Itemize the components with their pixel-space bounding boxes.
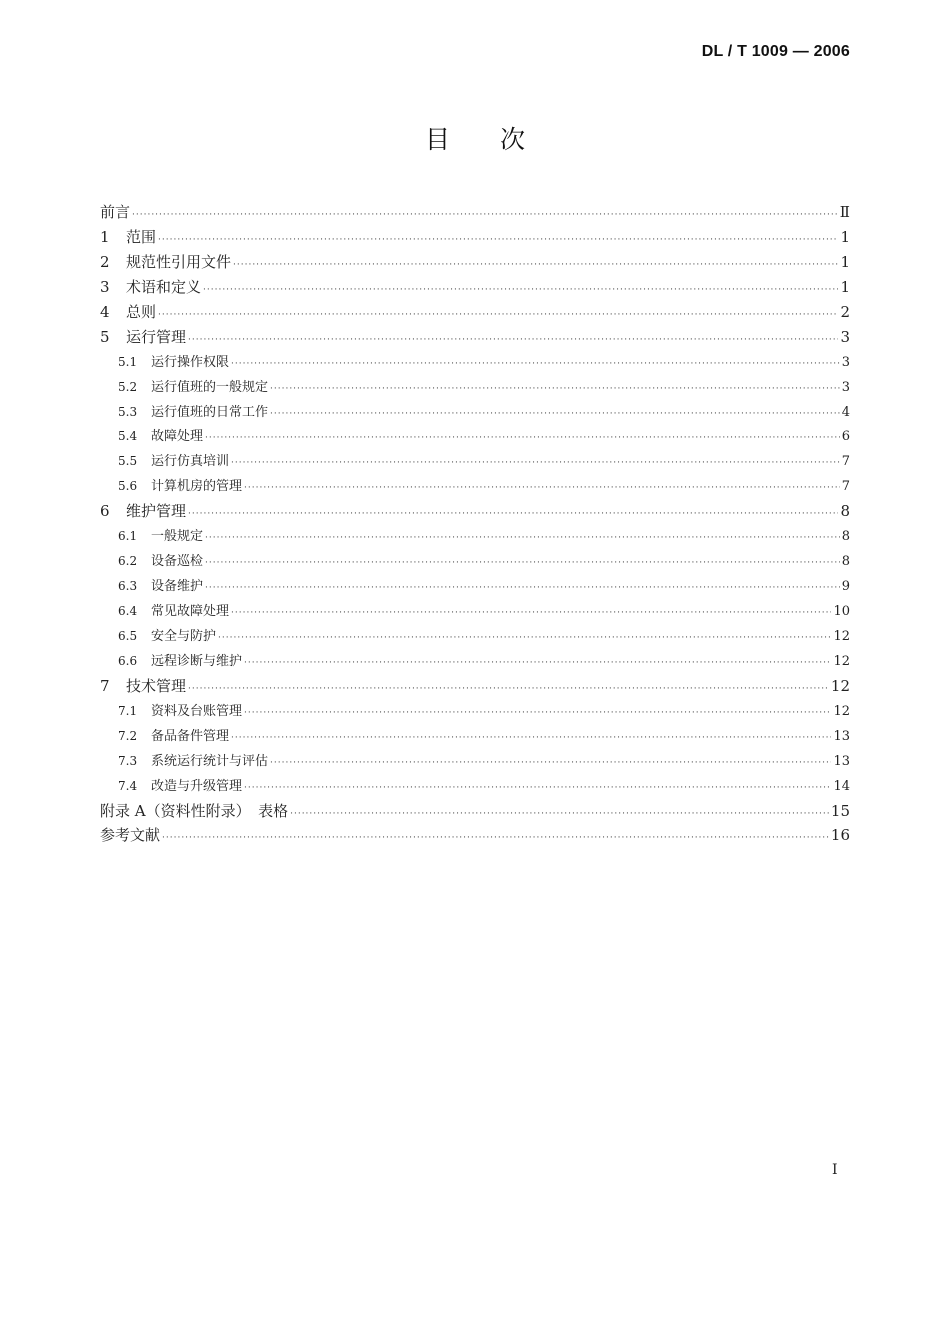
- toc-entry-label: 规范性引用文件: [126, 252, 232, 271]
- toc-entry-label: 设备维护: [151, 579, 204, 595]
- toc-dot-leader: [290, 802, 829, 827]
- toc-entry-page: 7: [841, 479, 850, 495]
- toc-entry-page: 12: [833, 703, 850, 719]
- toc-dot-leader: [162, 826, 829, 851]
- toc-entry[interactable]: [100, 574, 850, 599]
- toc-dot-leader: [203, 278, 838, 303]
- toc-entry[interactable]: [100, 823, 850, 848]
- toc-entry-label: 一般规定: [151, 529, 204, 545]
- toc-entry-page: 7: [841, 454, 850, 470]
- toc-entry-page: 1: [840, 227, 850, 246]
- toc-entry-number: 5.4: [118, 429, 138, 444]
- toc-title: [0, 120, 950, 156]
- toc-title-right: 次: [500, 125, 526, 154]
- toc-entry-page: 3: [841, 354, 850, 370]
- toc-entry-number: 6.1: [118, 529, 138, 544]
- page-number: I: [832, 1162, 838, 1178]
- toc-dot-leader: [158, 303, 838, 328]
- toc-entry[interactable]: [100, 424, 850, 449]
- toc-entry-number: 5.2: [118, 379, 138, 394]
- toc-entry-label: 范围: [126, 227, 157, 246]
- toc-entry[interactable]: [100, 699, 850, 724]
- toc-entry-page: 16: [830, 826, 850, 845]
- toc-entry-number: 7.4: [118, 778, 138, 793]
- toc-entry-page: Ⅱ: [839, 203, 850, 221]
- toc-dot-leader: [244, 476, 840, 501]
- toc-dot-leader: [270, 751, 831, 776]
- toc-entry-page: 12: [833, 653, 850, 669]
- toc-dot-leader: [244, 651, 831, 676]
- table-of-contents: [100, 200, 850, 848]
- toc-entry-label: 设备巡检: [151, 554, 204, 570]
- toc-entry[interactable]: [100, 375, 850, 400]
- toc-entry-page: 8: [841, 529, 850, 545]
- toc-entry-page: 2: [840, 302, 850, 321]
- toc-entry-label: 运行值班的一般规定: [151, 379, 269, 395]
- toc-entry-number: 7.2: [118, 728, 138, 743]
- toc-entry-label: 总则: [126, 302, 157, 321]
- toc-entry[interactable]: [100, 250, 850, 275]
- toc-entry-number: 7.1: [118, 703, 138, 718]
- toc-entry-label: 故障处理: [151, 429, 204, 445]
- toc-entry[interactable]: [100, 599, 850, 624]
- toc-entry-page: 13: [833, 753, 850, 769]
- toc-entry-page: 4: [841, 404, 850, 420]
- toc-entry-page: 15: [830, 801, 850, 820]
- toc-entry-number: 5.1: [118, 354, 138, 369]
- toc-entry-page: 3: [840, 327, 850, 346]
- toc-entry-label: 参考文献: [100, 826, 161, 845]
- toc-dot-leader: [188, 502, 838, 527]
- toc-entry-number: 5: [100, 327, 110, 346]
- toc-entry-label: 资料及台账管理: [151, 703, 243, 719]
- toc-entry-label: 附录 A（资料性附录） 表格: [100, 801, 289, 820]
- toc-entry-label: 维护管理: [126, 502, 187, 521]
- toc-entry-number: 6.6: [118, 653, 138, 668]
- toc-entry[interactable]: [100, 724, 850, 749]
- toc-dot-leader: [218, 626, 831, 651]
- toc-entry-label: 运行管理: [126, 327, 187, 346]
- toc-entry-page: 8: [840, 502, 850, 521]
- toc-dot-leader: [244, 776, 831, 801]
- toc-entry-label: 运行操作权限: [151, 354, 230, 370]
- toc-entry[interactable]: [100, 649, 850, 674]
- toc-entry-label: 术语和定义: [126, 277, 202, 296]
- toc-entry-page: 13: [833, 728, 850, 744]
- toc-entry-label: 技术管理: [126, 676, 187, 695]
- toc-entry-label: 系统运行统计与评估: [151, 753, 269, 769]
- toc-entry[interactable]: [100, 275, 850, 300]
- toc-entry[interactable]: [100, 549, 850, 574]
- toc-dot-leader: [205, 426, 840, 451]
- toc-entry-page: 10: [833, 604, 850, 619]
- toc-entry-number: 3: [100, 277, 110, 296]
- toc-dot-leader: [231, 451, 840, 476]
- toc-entry-page: 12: [833, 628, 850, 644]
- toc-dot-leader: [270, 377, 840, 402]
- toc-dot-leader: [270, 402, 840, 427]
- toc-entry[interactable]: [100, 799, 850, 824]
- toc-dot-leader: [231, 726, 831, 751]
- toc-entry[interactable]: [100, 749, 850, 774]
- toc-dot-leader: [158, 228, 838, 253]
- toc-entry-number: 6.5: [118, 628, 138, 643]
- toc-dot-leader: [132, 203, 838, 228]
- toc-dot-leader: [244, 701, 831, 726]
- toc-entry[interactable]: [100, 300, 850, 325]
- toc-entry[interactable]: [100, 474, 850, 499]
- toc-entry-number: 5.3: [118, 404, 138, 419]
- toc-title-left: 目: [424, 125, 450, 154]
- toc-entry-label: 改造与升级管理: [151, 778, 243, 794]
- toc-entry-label: 备品备件管理: [151, 728, 230, 744]
- toc-dot-leader: [188, 328, 838, 353]
- toc-entry-number: 6.3: [118, 579, 138, 594]
- toc-dot-leader: [188, 677, 829, 702]
- toc-entry-number: 6.4: [118, 604, 138, 618]
- toc-entry[interactable]: [100, 350, 850, 375]
- toc-entry-label: 运行值班的日常工作: [151, 404, 269, 420]
- toc-entry-number: 5.6: [118, 479, 138, 494]
- toc-entry-page: 3: [841, 379, 850, 395]
- toc-entry[interactable]: [100, 624, 850, 649]
- toc-entry-page: 9: [841, 579, 850, 595]
- toc-dot-leader: [205, 526, 840, 551]
- toc-dot-leader: [205, 576, 840, 601]
- toc-entry-page: 6: [841, 429, 850, 445]
- toc-entry-number: 5.5: [118, 454, 138, 469]
- toc-entry-label: 计算机房的管理: [151, 479, 243, 495]
- toc-entry-number: 6: [100, 502, 110, 521]
- toc-entry[interactable]: [100, 200, 850, 225]
- toc-entry-number: 4: [100, 302, 110, 321]
- toc-entry-number: 6.2: [118, 554, 138, 569]
- toc-entry-number: 1: [100, 227, 110, 246]
- toc-entry-label: 远程诊断与维护: [151, 653, 243, 669]
- toc-entry[interactable]: [100, 400, 850, 425]
- toc-entry-page: 1: [840, 252, 850, 271]
- toc-entry-label: 安全与防护: [151, 628, 217, 644]
- toc-dot-leader: [233, 253, 838, 278]
- toc-entry-page: 1: [840, 277, 850, 296]
- toc-entry-number: 7: [100, 676, 110, 695]
- toc-entry[interactable]: [100, 499, 850, 524]
- toc-entry-number: 7.3: [118, 753, 138, 768]
- toc-entry-label: 常见故障处理: [151, 604, 230, 619]
- toc-entry-label: 前言: [100, 203, 131, 221]
- toc-entry-label: 运行仿真培训: [151, 454, 230, 470]
- toc-entry-page: 14: [833, 778, 850, 794]
- toc-entry[interactable]: [100, 674, 850, 699]
- toc-entry[interactable]: [100, 325, 850, 350]
- toc-dot-leader: [231, 352, 840, 377]
- toc-dot-leader: [205, 551, 840, 576]
- toc-entry[interactable]: [100, 449, 850, 474]
- document-code: DL / T 1009 — 2006: [701, 43, 850, 60]
- toc-entry[interactable]: [100, 225, 850, 250]
- toc-dot-leader: [231, 601, 831, 626]
- toc-entry[interactable]: [100, 774, 850, 799]
- toc-entry-page: 8: [841, 554, 850, 570]
- toc-entry[interactable]: [100, 524, 850, 549]
- toc-entry-number: 2: [100, 252, 110, 271]
- toc-entry-page: 12: [830, 676, 850, 695]
